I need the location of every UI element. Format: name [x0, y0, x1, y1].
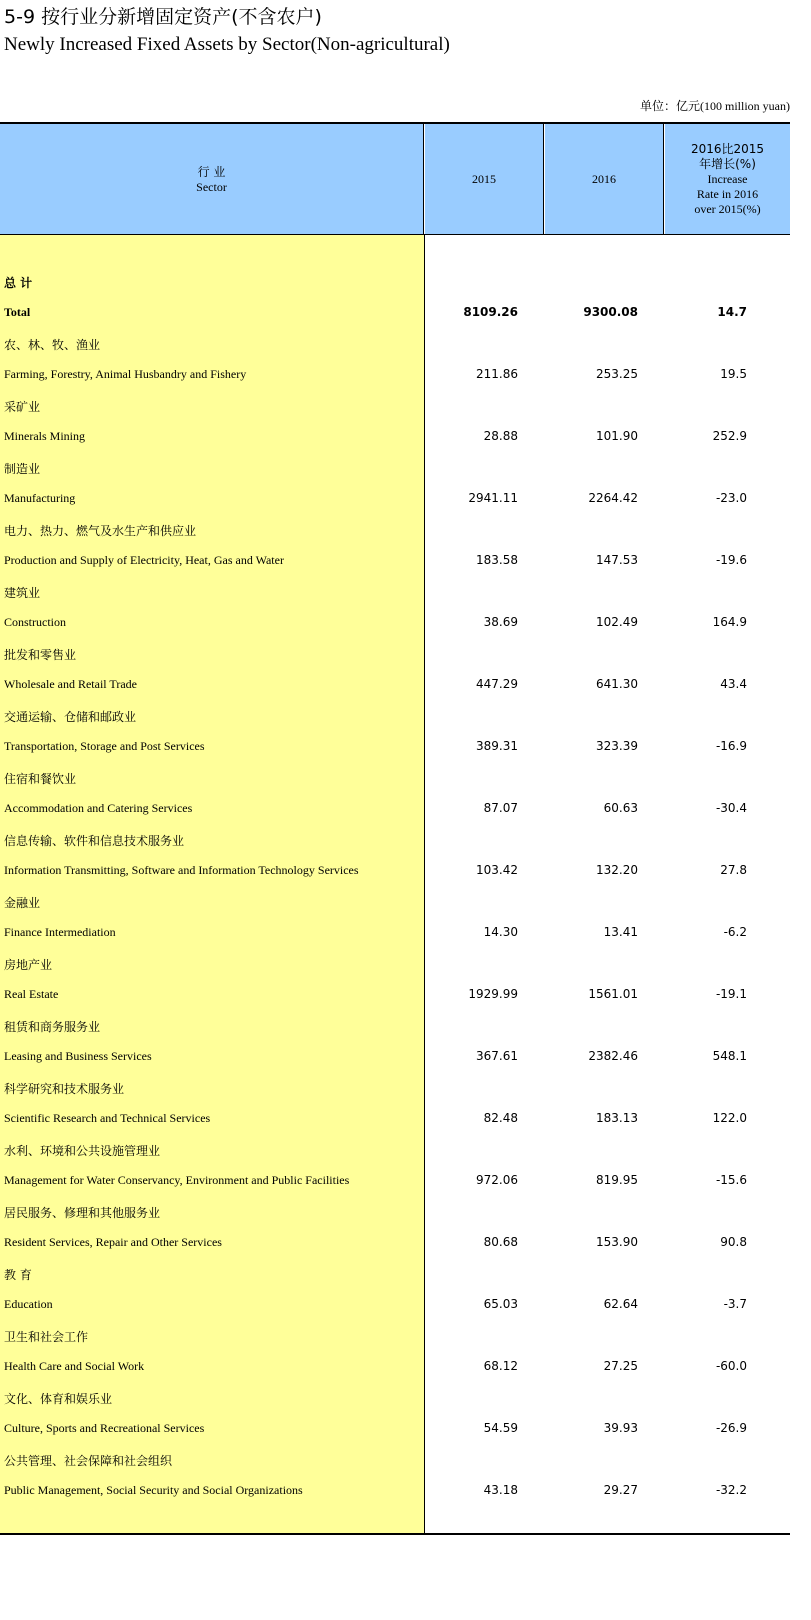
sector-name-cn: 采矿业 — [4, 400, 41, 414]
sector-name-cn: 批发和零售业 — [4, 648, 77, 662]
value-2015: 14.30 — [483, 925, 518, 939]
sector-name-en: Scientific Research and Technical Services — [4, 1111, 211, 1125]
table-row — [0, 1165, 790, 1196]
value-2016: 62.64 — [603, 1297, 638, 1311]
sector-name-en: Finance Intermediation — [4, 925, 116, 939]
table-row — [0, 855, 790, 886]
increase-rate: 122.0 — [712, 1111, 747, 1125]
sector-name-en: Transportation, Storage and Post Services — [4, 739, 205, 753]
header-rate-cn: 2016比2015年增长(%) — [690, 141, 765, 171]
table-row-cn — [0, 1382, 790, 1413]
value-2015: 211.86 — [476, 367, 518, 381]
unit-label — [640, 97, 790, 114]
sector-name-en: Wholesale and Retail Trade — [4, 677, 137, 691]
header-sector — [0, 124, 424, 234]
table-row — [0, 1103, 790, 1134]
sector-name-cn: 信息传输、软件和信息技术服务业 — [4, 834, 185, 848]
table-row-cn — [0, 328, 790, 359]
table-row-cn — [0, 762, 790, 793]
sector-name-cn: 居民服务、修理和其他服务业 — [4, 1206, 161, 1220]
table-row-cn — [0, 886, 790, 917]
table-row-cn — [0, 948, 790, 979]
table-body — [0, 266, 790, 1506]
table-row — [0, 1041, 790, 1072]
value-2016: 101.90 — [596, 429, 638, 443]
sector-name-en: Real Estate — [4, 987, 59, 1001]
value-2015: 82.48 — [483, 1111, 518, 1125]
sector-name-cn: 住宿和餐饮业 — [4, 772, 77, 786]
value-2016: 132.20 — [596, 863, 638, 877]
header-rate-en-3: over 2015(%) — [694, 201, 761, 216]
sector-name-en: Management for Water Conservancy, Environment and Public Facilities — [4, 1173, 350, 1187]
value-2016: 13.41 — [603, 925, 638, 939]
value-2015: 38.69 — [483, 615, 518, 629]
table-row — [0, 483, 790, 514]
header-sector-en: Sector — [196, 180, 227, 194]
value-2015: 68.12 — [483, 1359, 518, 1373]
increase-rate: -15.6 — [715, 1173, 747, 1187]
table-row-cn — [0, 1444, 790, 1475]
increase-rate: -19.1 — [715, 987, 747, 1001]
sector-name-cn: 电力、热力、燃气及水生产和供应业 — [4, 524, 197, 538]
table-row-cn — [0, 1196, 790, 1227]
increase-rate: -26.9 — [715, 1421, 747, 1435]
increase-rate: 43.4 — [720, 677, 747, 691]
increase-rate: -23.0 — [715, 491, 747, 505]
increase-rate: 164.9 — [712, 615, 747, 629]
table-row-cn — [0, 1072, 790, 1103]
value-2016: 27.25 — [603, 1359, 638, 1373]
sector-name-cn: 制造业 — [4, 462, 41, 476]
table-row — [0, 1413, 790, 1444]
sector-name-en: Production and Supply of Electricity, Heat, Gas and Water — [4, 553, 284, 567]
sector-name-en: Farming, Forestry, Animal Husbandry and Fishery — [4, 367, 247, 381]
sector-name-cn: 水利、环境和公共设施管理业 — [4, 1144, 161, 1158]
value-2016: 147.53 — [596, 553, 638, 567]
table-row — [0, 1475, 790, 1506]
value-2016: 253.25 — [596, 367, 638, 381]
value-2015: 65.03 — [483, 1297, 518, 1311]
value-2015: 2941.11 — [468, 491, 518, 505]
sector-name-cn: 房地产业 — [4, 958, 53, 972]
value-2015: 87.07 — [483, 801, 518, 815]
value-2015: 389.31 — [476, 739, 518, 753]
value-2016: 153.90 — [596, 1235, 638, 1249]
value-2015: 183.58 — [476, 553, 518, 567]
sector-name-en: Information Transmitting, Software and Information Technology Services — [4, 863, 359, 877]
unit-label-cn: 单位：亿元 — [639, 99, 700, 113]
value-2016: 60.63 — [603, 801, 638, 815]
table-row-cn — [0, 1134, 790, 1165]
value-2015: 367.61 — [476, 1049, 518, 1063]
table-bottom-rule — [0, 1533, 790, 1535]
increase-rate: -60.0 — [715, 1359, 747, 1373]
sector-name-cn: 交通运输、仓储和邮政业 — [4, 710, 137, 724]
table-row — [0, 1227, 790, 1258]
table-row — [0, 297, 790, 328]
value-2015: 28.88 — [483, 429, 518, 443]
increase-rate: 19.5 — [720, 367, 747, 381]
table-row-cn — [0, 700, 790, 731]
value-2016: 29.27 — [603, 1483, 638, 1497]
header-increase-rate — [665, 124, 790, 234]
sector-name-cn: 金融业 — [4, 896, 41, 910]
table-row — [0, 917, 790, 948]
table-row — [0, 545, 790, 576]
sector-name-cn: 公共管理、社会保障和社会组织 — [4, 1454, 173, 1468]
increase-rate: -6.2 — [723, 925, 747, 939]
value-2016: 641.30 — [596, 677, 638, 691]
value-2016: 2382.46 — [588, 1049, 638, 1063]
sector-name-en: Public Management, Social Security and Social Organizations — [4, 1483, 303, 1497]
increase-rate: 90.8 — [720, 1235, 747, 1249]
increase-rate: 252.9 — [712, 429, 747, 443]
value-2015: 103.42 — [476, 863, 518, 877]
table-row — [0, 731, 790, 762]
increase-rate: -32.2 — [715, 1483, 747, 1497]
increase-rate: -30.4 — [715, 801, 747, 815]
table-row — [0, 793, 790, 824]
table-row-cn — [0, 452, 790, 483]
sector-name-en: Total — [4, 305, 31, 319]
value-2015: 80.68 — [483, 1235, 518, 1249]
page-title-chinese: 5-9 按行业分新增固定资产(不含农户) — [4, 6, 322, 28]
table-row-cn — [0, 638, 790, 669]
table-row-cn — [0, 514, 790, 545]
table-row-cn — [0, 1320, 790, 1351]
increase-rate: 548.1 — [712, 1049, 747, 1063]
sector-name-en: Culture, Sports and Recreational Services — [4, 1421, 205, 1435]
sector-name-en: Leasing and Business Services — [4, 1049, 152, 1063]
value-2016: 183.13 — [596, 1111, 638, 1125]
increase-rate: -3.7 — [723, 1297, 747, 1311]
header-2015 — [425, 124, 544, 234]
sector-name-en: Accommodation and Catering Services — [4, 801, 193, 815]
sector-name-en: Education — [4, 1297, 53, 1311]
table-row — [0, 421, 790, 452]
header-rate-en-2: Rate in 2016 — [696, 186, 759, 201]
sector-name-cn: 总 计 — [4, 276, 33, 290]
header-2015-label: 2015 — [472, 171, 496, 186]
sector-name-cn: 租赁和商务服务业 — [4, 1020, 101, 1034]
table-row — [0, 1289, 790, 1320]
value-2016: 2264.42 — [588, 491, 638, 505]
value-2016: 102.49 — [596, 615, 638, 629]
sector-name-en: Minerals Mining — [4, 429, 85, 443]
value-2015: 8109.26 — [463, 305, 518, 319]
sector-name-cn: 卫生和社会工作 — [4, 1330, 89, 1344]
table-header — [0, 124, 790, 234]
sector-name-en: Health Care and Social Work — [4, 1359, 145, 1373]
value-2016: 323.39 — [596, 739, 638, 753]
table-row — [0, 359, 790, 390]
sector-name-en: Resident Services, Repair and Other Services — [4, 1235, 222, 1249]
increase-rate: 14.7 — [717, 305, 747, 319]
header-rate-en-1: Increase — [707, 171, 748, 186]
sector-name-cn: 文化、体育和娱乐业 — [4, 1392, 113, 1406]
table-row-cn — [0, 824, 790, 855]
value-2015: 447.29 — [476, 677, 518, 691]
table-row — [0, 1351, 790, 1382]
table-row — [0, 607, 790, 638]
value-2015: 972.06 — [476, 1173, 518, 1187]
value-2016: 1561.01 — [588, 987, 638, 1001]
sector-name-cn: 科学研究和技术服务业 — [4, 1082, 125, 1096]
table-row-cn — [0, 390, 790, 421]
header-sector-cn: 行 业 — [197, 165, 226, 179]
table-row — [0, 669, 790, 700]
table-row — [0, 979, 790, 1010]
table-row-cn — [0, 1258, 790, 1289]
table-row-cn — [0, 1010, 790, 1041]
increase-rate: -19.6 — [715, 553, 747, 567]
header-2016 — [545, 124, 664, 234]
value-2015: 54.59 — [483, 1421, 518, 1435]
value-2016: 39.93 — [603, 1421, 638, 1435]
table-row-cn — [0, 266, 790, 297]
sector-name-cn: 农、林、牧、渔业 — [4, 338, 101, 352]
table-row-cn — [0, 576, 790, 607]
value-2015: 1929.99 — [468, 987, 518, 1001]
value-2016: 9300.08 — [583, 305, 638, 319]
unit-label-en: (100 million yuan) — [700, 99, 790, 113]
sector-name-en: Manufacturing — [4, 491, 76, 505]
sector-name-en: Construction — [4, 615, 66, 629]
page-title-english: Newly Increased Fixed Assets by Sector(Non-agricultural) — [4, 34, 450, 55]
value-2015: 43.18 — [483, 1483, 518, 1497]
increase-rate: -16.9 — [715, 739, 747, 753]
sector-name-cn: 教 育 — [4, 1268, 32, 1282]
value-2016: 819.95 — [596, 1173, 638, 1187]
sector-name-cn: 建筑业 — [4, 586, 41, 600]
header-2016-label: 2016 — [592, 171, 616, 186]
increase-rate: 27.8 — [720, 863, 747, 877]
